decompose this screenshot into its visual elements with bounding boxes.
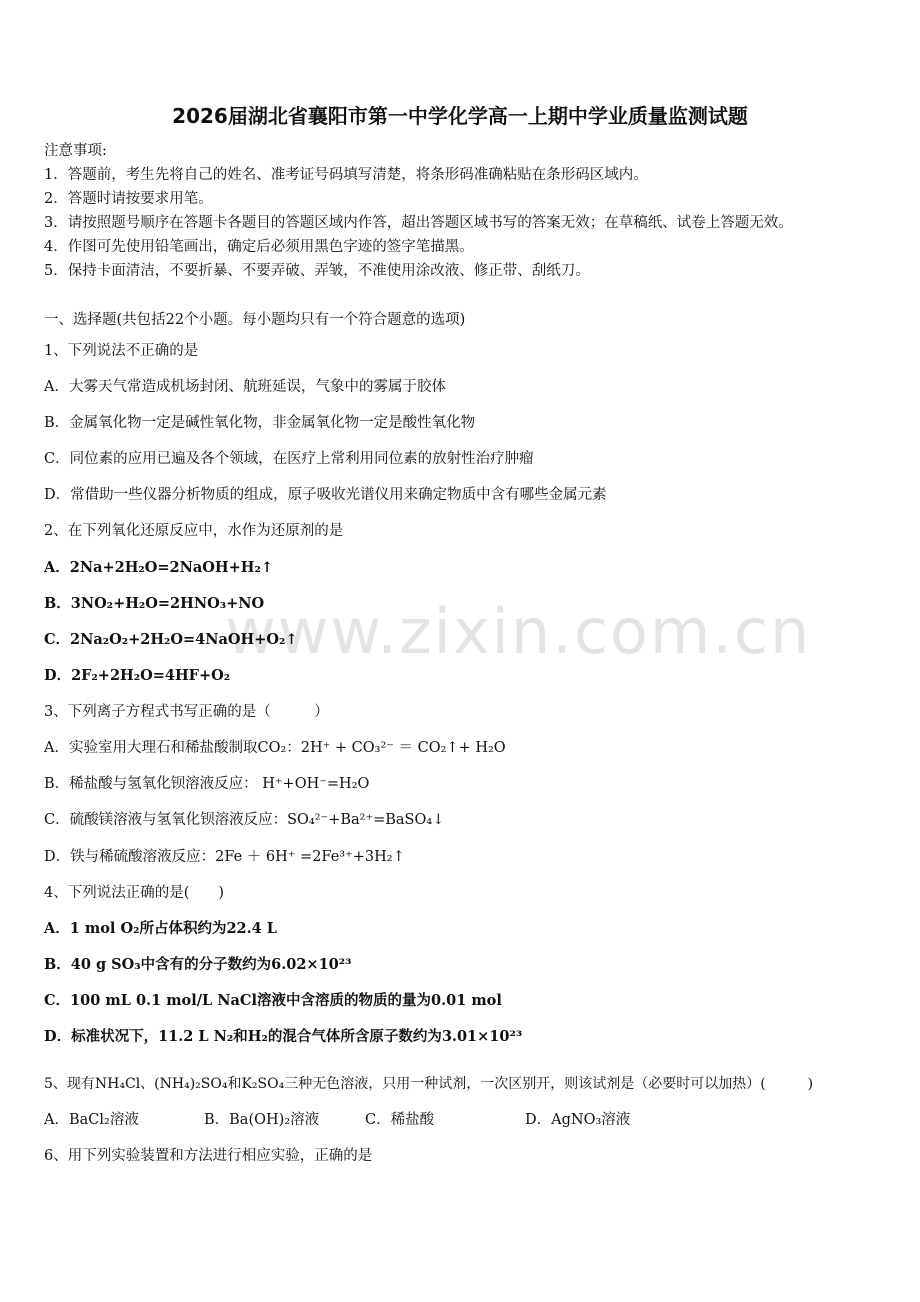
q2-option-a: A．2Na+2H₂O=2NaOH+H₂↑ [44, 559, 273, 576]
q4-stem: 4、下列说法正确的是( ) [44, 885, 225, 901]
q3-stem: 3、下列离子方程式书写正确的是（ ） [44, 704, 329, 720]
q4-option-b: B．40 g SO₃中含有的分子数约为6.02×10²³ [44, 956, 352, 973]
q3-option-c: C．硫酸镁溶液与氢氧化钡溶液反应：SO₄²⁻+Ba²⁺=BaSO₄↓ [44, 812, 445, 828]
notice-item-2: 2．答题时请按要求用笔。 [44, 191, 213, 207]
q3-option-b: B．稀盐酸与氢氧化钡溶液反应： H⁺+OH⁻=H₂O [44, 776, 370, 792]
notice-item-1: 1．答题前，考生先将自己的姓名、准考证号码填写清楚，将条形码准确粘贴在条形码区域内。 [44, 167, 648, 183]
q1-option-b: B．金属氧化物一定是碱性氧化物，非金属氧化物一定是酸性氧化物 [44, 415, 476, 431]
q5-option-a: A．BaCl₂溶液 [44, 1112, 139, 1128]
q4-option-a: A．1 mol O₂所占体积约为22.4 L [44, 920, 277, 937]
page-title: 2026届湖北省襄阳市第一中学化学高一上期中学业质量监测试题 [172, 104, 748, 128]
q1-option-d: D．常借助一些仪器分析物质的组成，原子吸收光谱仪用来确定物质中含有哪些金属元素 [44, 487, 607, 503]
q5-stem: 5、现有NH₄Cl、(NH₄)₂SO₄和K₂SO₄三种无色溶液，只用一种试剂，一次区别开，则该试剂是（必要时可以加热）( ) [44, 1076, 814, 1092]
q3-option-d: D．铁与稀硫酸溶液反应：2Fe ＋ 6H⁺ =2Fe³⁺+3H₂↑ [44, 849, 405, 865]
q2-option-c: C．2Na₂O₂+2H₂O=4NaOH+O₂↑ [44, 631, 298, 648]
section-title: 一、选择题(共包括22个小题。每小题均只有一个符合题意的选项) [44, 312, 466, 328]
q4-option-c: C．100 mL 0.1 mol/L NaCl溶液中含溶质的物质的量为0.01 mol [44, 992, 502, 1009]
q5-option-d: D．AgNO₃溶液 [525, 1112, 631, 1128]
q1-option-a: A．大雾天气常造成机场封闭、航班延误，气象中的雾属于胶体 [44, 379, 446, 395]
q6-stem: 6、用下列实验装置和方法进行相应实验，正确的是 [44, 1148, 373, 1164]
watermark: www.zixin.com.cn [225, 595, 812, 668]
q2-option-b: B．3NO₂+H₂O=2HNO₃+NO [44, 595, 265, 612]
q1-option-c: C．同位素的应用已遍及各个领域，在医疗上常利用同位素的放射性治疗肿瘤 [44, 451, 534, 467]
notice-item-4: 4．作图可先使用铅笔画出，确定后必须用黑色字迹的签字笔描黑。 [44, 239, 474, 255]
notice-item-5: 5．保持卡面清洁，不要折暴、不要弄破、弄皱，不准使用涂改液、修正带、刮纸刀。 [44, 263, 590, 279]
q1-stem: 1、下列说法不正确的是 [44, 343, 199, 359]
q3-option-a: A．实验室用大理石和稀盐酸制取CO₂：2H⁺ + CO₃²⁻ ＝ CO₂↑+ H₂O [44, 740, 506, 756]
q2-option-d: D．2F₂+2H₂O=4HF+O₂ [44, 667, 231, 684]
q2-stem: 2、在下列氧化还原反应中，水作为还原剂的是 [44, 523, 344, 539]
q5-option-c: C．稀盐酸 [365, 1112, 435, 1128]
q4-option-d: D．标准状况下，11.2 L N₂和H₂的混合气体所含原子数约为3.01×10²³ [44, 1028, 523, 1045]
notice-item-3: 3．请按照题号顺序在答题卡各题目的答题区域内作答，超出答题区域书写的答案无效；在草稿纸、试卷上答题无效。 [44, 215, 793, 231]
notice-heading: 注意事项: [44, 143, 107, 159]
q5-option-b: B．Ba(OH)₂溶液 [204, 1112, 320, 1128]
